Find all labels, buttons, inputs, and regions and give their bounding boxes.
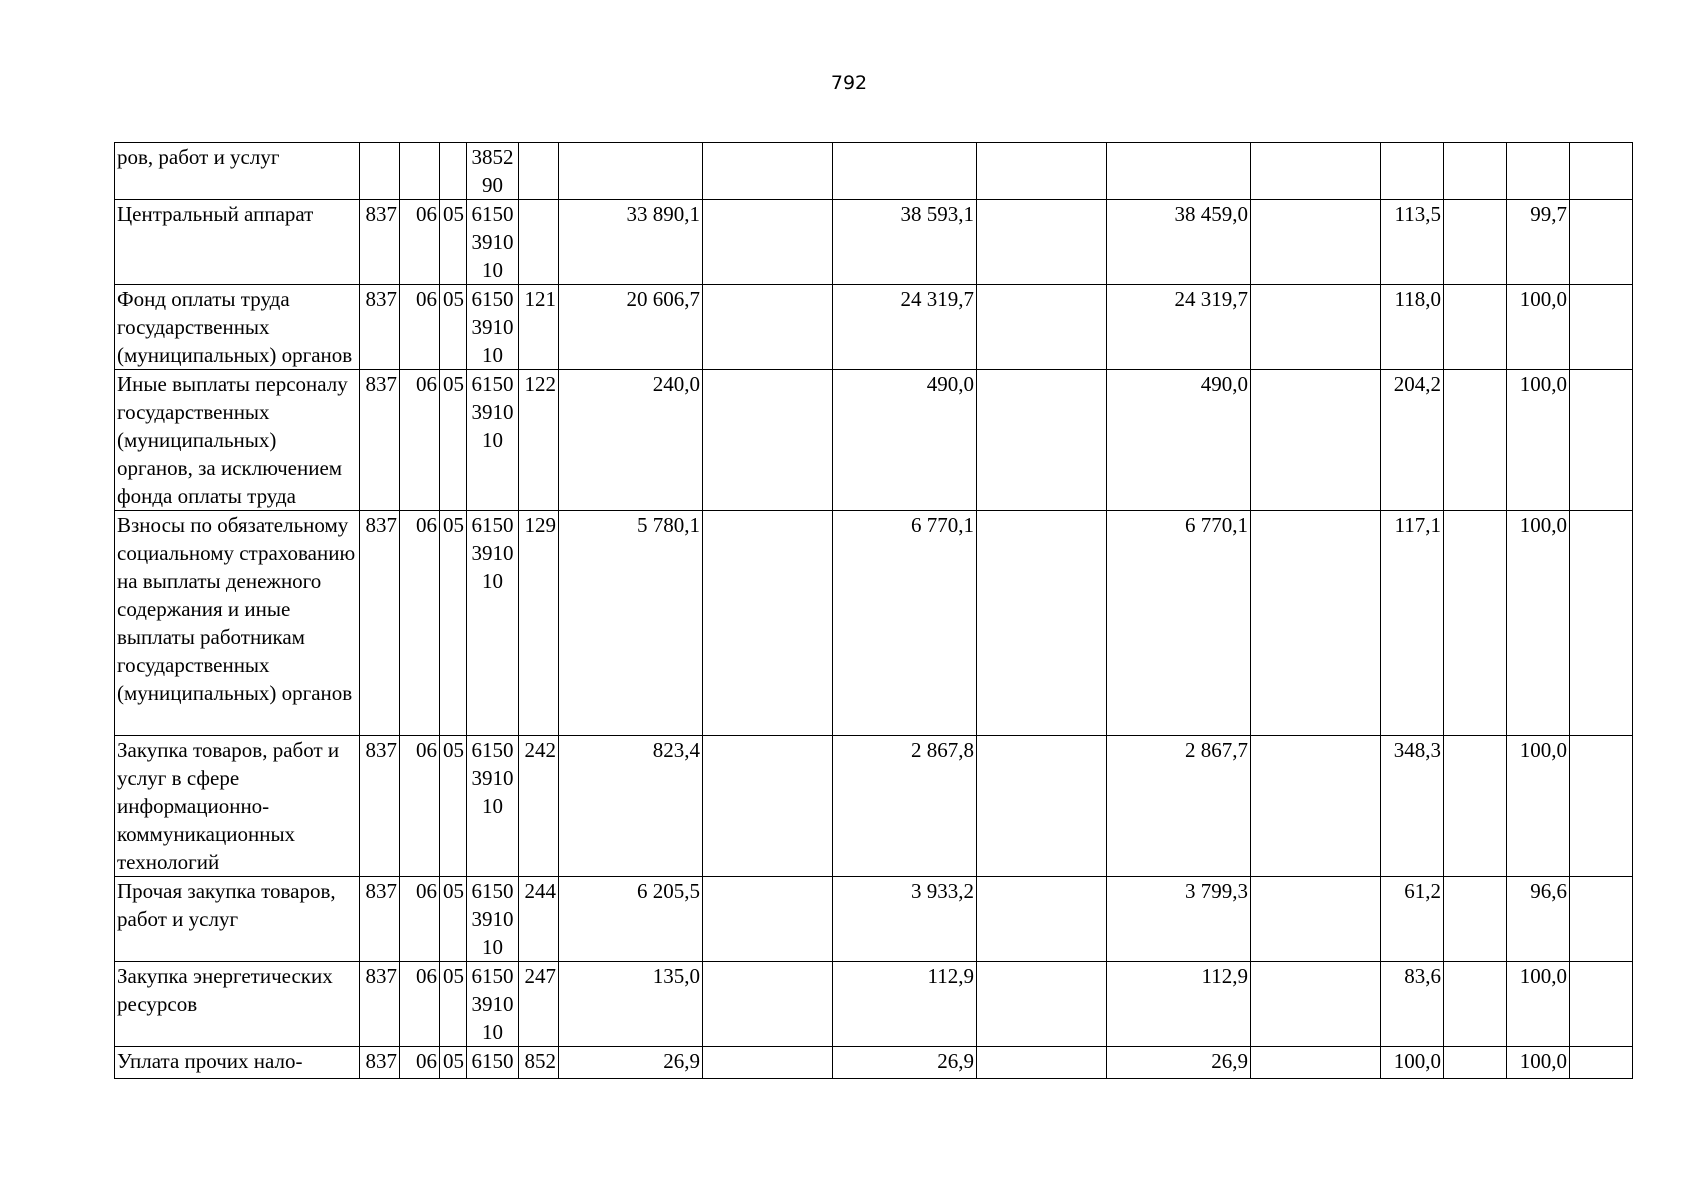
empty-cell xyxy=(977,370,1107,511)
value-2-cell: 26,9 xyxy=(833,1047,977,1079)
table-row xyxy=(115,370,1633,511)
empty-cell xyxy=(1570,285,1633,370)
empty-cell xyxy=(1570,511,1633,736)
value-3-cell: 6 770,1 xyxy=(1107,511,1251,736)
empty-cell xyxy=(703,200,833,285)
empty-cell xyxy=(1251,370,1381,511)
row-name-cell: Центральный аппарат xyxy=(115,200,360,285)
budget-table xyxy=(114,142,1633,1079)
expense-type-cell: 129 xyxy=(519,511,559,736)
section-code-cell: 06 xyxy=(400,370,440,511)
empty-cell xyxy=(1570,1047,1633,1079)
empty-cell xyxy=(703,962,833,1047)
value-1-cell: 135,0 xyxy=(559,962,703,1047)
section-code-cell: 06 xyxy=(400,877,440,962)
row-name-cell: Уплата прочих нало- xyxy=(115,1047,360,1079)
section-code-cell: 06 xyxy=(400,962,440,1047)
section-code-cell xyxy=(400,143,440,200)
section-code-cell: 06 xyxy=(400,736,440,877)
subsection-code-cell: 05 xyxy=(440,736,467,877)
ministry-code-cell xyxy=(360,143,400,200)
target-article-cell: 6150 3910 10 xyxy=(467,736,519,877)
value-1-cell: 6 205,5 xyxy=(559,877,703,962)
subsection-code-cell xyxy=(440,143,467,200)
empty-cell xyxy=(977,736,1107,877)
empty-cell xyxy=(1251,143,1381,200)
percent-2-cell: 100,0 xyxy=(1507,736,1570,877)
expense-type-cell: 244 xyxy=(519,877,559,962)
empty-cell xyxy=(703,736,833,877)
percent-1-cell: 100,0 xyxy=(1381,1047,1444,1079)
empty-cell xyxy=(977,200,1107,285)
table-row xyxy=(115,511,1633,736)
value-3-cell: 3 799,3 xyxy=(1107,877,1251,962)
empty-cell xyxy=(1570,877,1633,962)
value-2-cell: 3 933,2 xyxy=(833,877,977,962)
table-row xyxy=(115,200,1633,285)
value-1-cell: 823,4 xyxy=(559,736,703,877)
value-2-cell: 24 319,7 xyxy=(833,285,977,370)
subsection-code-cell: 05 xyxy=(440,511,467,736)
empty-cell xyxy=(1570,200,1633,285)
empty-cell xyxy=(1251,200,1381,285)
value-1-cell: 240,0 xyxy=(559,370,703,511)
percent-1-cell: 83,6 xyxy=(1381,962,1444,1047)
value-2-cell xyxy=(833,143,977,200)
section-code-cell: 06 xyxy=(400,285,440,370)
expense-type-cell: 122 xyxy=(519,370,559,511)
value-1-cell: 5 780,1 xyxy=(559,511,703,736)
empty-cell xyxy=(1570,143,1633,200)
empty-cell xyxy=(1444,962,1507,1047)
percent-1-cell: 204,2 xyxy=(1381,370,1444,511)
section-code-cell: 06 xyxy=(400,200,440,285)
empty-cell xyxy=(977,962,1107,1047)
expense-type-cell: 242 xyxy=(519,736,559,877)
ministry-code-cell: 837 xyxy=(360,285,400,370)
empty-cell xyxy=(977,143,1107,200)
target-article-cell: 6150 xyxy=(467,1047,519,1079)
target-article-cell: 3852 90 xyxy=(467,143,519,200)
value-1-cell: 33 890,1 xyxy=(559,200,703,285)
row-name-cell: Иные выплаты персоналу государственных (муниципальных) органов, за исключением фонда оплаты труда xyxy=(115,370,360,511)
subsection-code-cell: 05 xyxy=(440,877,467,962)
empty-cell xyxy=(1444,511,1507,736)
subsection-code-cell: 05 xyxy=(440,200,467,285)
page-number: 792 xyxy=(830,72,868,94)
percent-2-cell: 99,7 xyxy=(1507,200,1570,285)
value-3-cell: 38 459,0 xyxy=(1107,200,1251,285)
empty-cell xyxy=(703,877,833,962)
target-article-cell: 6150 3910 10 xyxy=(467,511,519,736)
percent-2-cell: 100,0 xyxy=(1507,370,1570,511)
empty-cell xyxy=(977,877,1107,962)
empty-cell xyxy=(1444,877,1507,962)
percent-2-cell: 100,0 xyxy=(1507,285,1570,370)
ministry-code-cell: 837 xyxy=(360,962,400,1047)
empty-cell xyxy=(703,370,833,511)
row-name-cell: Прочая закупка товаров, работ и услуг xyxy=(115,877,360,962)
value-1-cell: 26,9 xyxy=(559,1047,703,1079)
empty-cell xyxy=(1444,736,1507,877)
percent-1-cell: 348,3 xyxy=(1381,736,1444,877)
value-2-cell: 490,0 xyxy=(833,370,977,511)
value-1-cell xyxy=(559,143,703,200)
percent-2-cell: 100,0 xyxy=(1507,511,1570,736)
target-article-cell: 6150 3910 10 xyxy=(467,877,519,962)
empty-cell xyxy=(1251,736,1381,877)
empty-cell xyxy=(1444,370,1507,511)
percent-1-cell: 118,0 xyxy=(1381,285,1444,370)
ministry-code-cell: 837 xyxy=(360,1047,400,1079)
subsection-code-cell: 05 xyxy=(440,962,467,1047)
ministry-code-cell: 837 xyxy=(360,511,400,736)
table-row xyxy=(115,736,1633,877)
percent-1-cell: 61,2 xyxy=(1381,877,1444,962)
value-2-cell: 6 770,1 xyxy=(833,511,977,736)
table-row xyxy=(115,285,1633,370)
row-name-cell: Закупка товаров, работ и услуг в сфере информационно-коммуникационных технологий xyxy=(115,736,360,877)
empty-cell xyxy=(1444,1047,1507,1079)
ministry-code-cell: 837 xyxy=(360,736,400,877)
row-name-cell: Взносы по обязательному социальному страхованию на выплаты денежного содержания и иные выплаты работникам государственных (муниципальных) органов xyxy=(115,511,360,736)
empty-cell xyxy=(977,511,1107,736)
expense-type-cell xyxy=(519,200,559,285)
value-2-cell: 112,9 xyxy=(833,962,977,1047)
table-row xyxy=(115,143,1633,200)
expense-type-cell: 121 xyxy=(519,285,559,370)
expense-type-cell xyxy=(519,143,559,200)
row-name-cell: ров, работ и услуг xyxy=(115,143,360,200)
table-row xyxy=(115,962,1633,1047)
empty-cell xyxy=(977,285,1107,370)
section-code-cell: 06 xyxy=(400,511,440,736)
value-3-cell: 490,0 xyxy=(1107,370,1251,511)
empty-cell xyxy=(1444,285,1507,370)
empty-cell xyxy=(1444,200,1507,285)
empty-cell xyxy=(1251,877,1381,962)
target-article-cell: 6150 3910 10 xyxy=(467,962,519,1047)
expense-type-cell: 247 xyxy=(519,962,559,1047)
value-2-cell: 38 593,1 xyxy=(833,200,977,285)
empty-cell xyxy=(1444,143,1507,200)
percent-2-cell: 96,6 xyxy=(1507,877,1570,962)
value-2-cell: 2 867,8 xyxy=(833,736,977,877)
expense-type-cell: 852 xyxy=(519,1047,559,1079)
table-row xyxy=(115,877,1633,962)
ministry-code-cell: 837 xyxy=(360,200,400,285)
empty-cell xyxy=(1570,736,1633,877)
percent-2-cell xyxy=(1507,143,1570,200)
percent-1-cell xyxy=(1381,143,1444,200)
value-3-cell: 26,9 xyxy=(1107,1047,1251,1079)
table-row xyxy=(115,1047,1633,1079)
ministry-code-cell: 837 xyxy=(360,877,400,962)
empty-cell xyxy=(1251,285,1381,370)
empty-cell xyxy=(1251,962,1381,1047)
value-1-cell: 20 606,7 xyxy=(559,285,703,370)
target-article-cell: 6150 3910 10 xyxy=(467,285,519,370)
value-3-cell: 24 319,7 xyxy=(1107,285,1251,370)
subsection-code-cell: 05 xyxy=(440,1047,467,1079)
section-code-cell: 06 xyxy=(400,1047,440,1079)
target-article-cell: 6150 3910 10 xyxy=(467,370,519,511)
percent-2-cell: 100,0 xyxy=(1507,1047,1570,1079)
target-article-cell: 6150 3910 10 xyxy=(467,200,519,285)
empty-cell xyxy=(1251,1047,1381,1079)
value-3-cell xyxy=(1107,143,1251,200)
ministry-code-cell: 837 xyxy=(360,370,400,511)
subsection-code-cell: 05 xyxy=(440,370,467,511)
row-name-cell: Фонд оплаты труда государственных (муниципальных) органов xyxy=(115,285,360,370)
empty-cell xyxy=(703,1047,833,1079)
percent-2-cell: 100,0 xyxy=(1507,962,1570,1047)
row-name-cell: Закупка энергетических ресурсов xyxy=(115,962,360,1047)
empty-cell xyxy=(703,511,833,736)
subsection-code-cell: 05 xyxy=(440,285,467,370)
empty-cell xyxy=(1570,370,1633,511)
percent-1-cell: 117,1 xyxy=(1381,511,1444,736)
value-3-cell: 2 867,7 xyxy=(1107,736,1251,877)
empty-cell xyxy=(977,1047,1107,1079)
empty-cell xyxy=(1570,962,1633,1047)
percent-1-cell: 113,5 xyxy=(1381,200,1444,285)
value-3-cell: 112,9 xyxy=(1107,962,1251,1047)
empty-cell xyxy=(1251,511,1381,736)
empty-cell xyxy=(703,285,833,370)
empty-cell xyxy=(703,143,833,200)
